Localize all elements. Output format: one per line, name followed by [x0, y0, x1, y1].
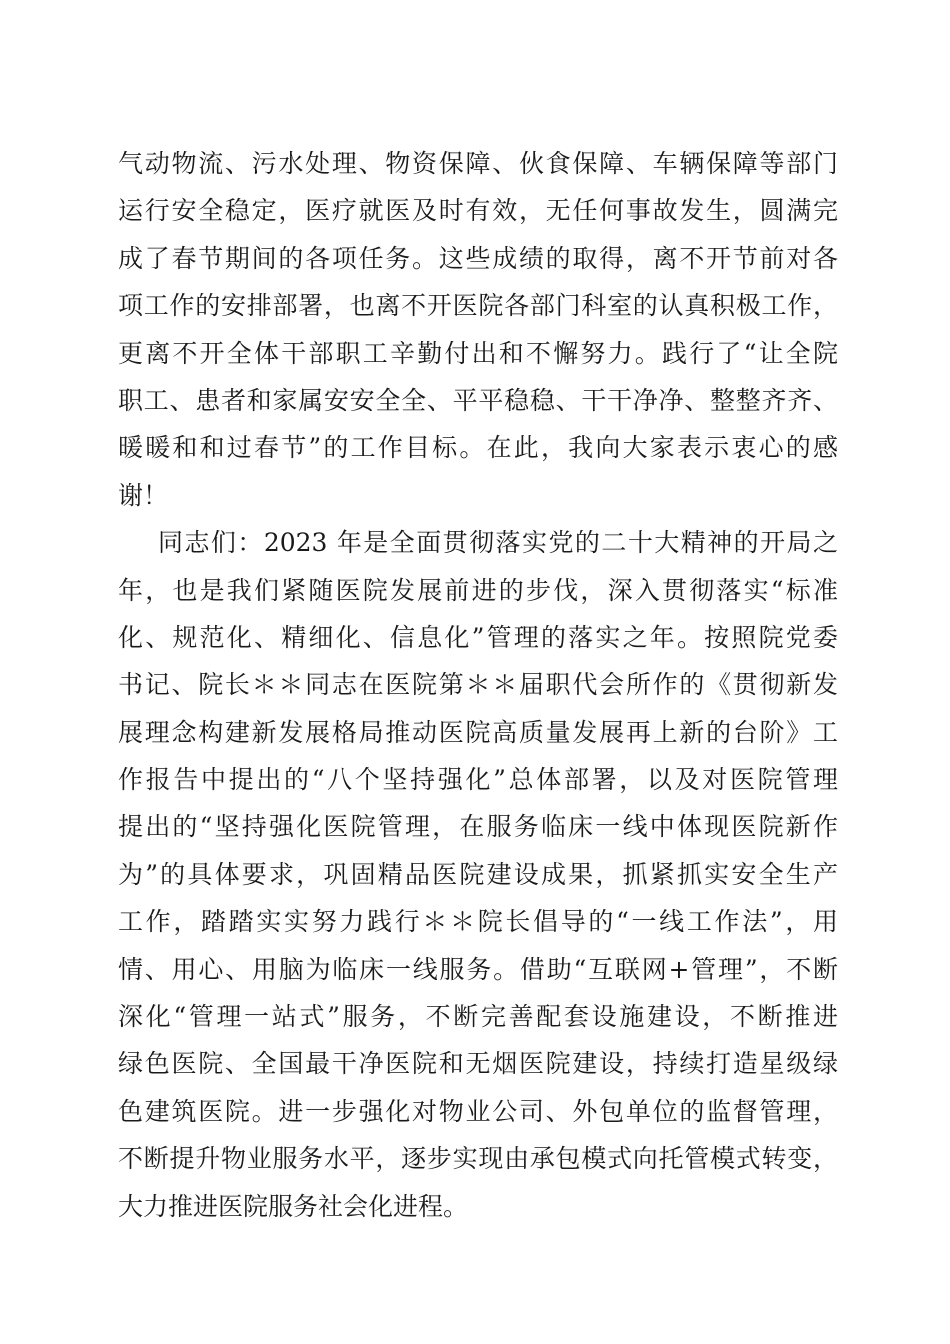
- text-line: 工作，踏踏实实努力践行＊＊院长倡导的“一线工作法”，用: [118, 907, 838, 937]
- text-line: 年，也是我们紧随医院发展前进的步伐，深入贯彻落实“标准: [118, 575, 838, 605]
- text-line: 气动物流、污水处理、物资保障、伙食保障、车辆保障等部门: [118, 149, 838, 178]
- text-line: 为”的具体要求，巩固精品医院建设成果，抓紧抓实安全生产: [118, 859, 838, 889]
- text-line: 谢！: [118, 480, 169, 510]
- paragraph-2: [118, 519, 838, 1230]
- paragraph-1: [118, 140, 838, 519]
- text-line: 书记、院长＊＊同志在医院第＊＊届职代会所作的《贯彻新发: [118, 670, 838, 700]
- text-line: 情、用心、用脑为临床一线服务。借助“互联网+管理”，不断: [118, 954, 838, 984]
- text-line: 成了春节期间的各项任务。这些成绩的取得，离不开节前对各: [118, 243, 838, 273]
- text-line: 提出的“坚持强化医院管理，在服务临床一线中体现医院新作: [118, 812, 838, 842]
- text-line: 绿色医院、全国最干净医院和无烟医院建设，持续打造星级绿: [118, 1049, 838, 1079]
- text-line: 项工作的安排部署，也离不开医院各部门科室的认真积极工作，: [118, 291, 838, 321]
- text-line: 不断提升物业服务水平，逐步实现由承包模式向托管模式转变，: [118, 1144, 838, 1174]
- text-line: 职工、患者和家属安安全全、平平稳稳、干干净净、整整齐齐、: [118, 385, 838, 415]
- text-line: 更离不开全体干部职工辛勤付出和不懈努力。践行了“让全院: [118, 338, 838, 368]
- text-line: 展理念构建新发展格局推动医院高质量发展再上新的台阶》工: [118, 717, 838, 747]
- text-line: 同志们：2023 年是全面贯彻落实党的二十大精神的开局之: [158, 528, 838, 558]
- document-body: [118, 140, 838, 1230]
- text-line: 大力推进医院服务社会化进程。: [118, 1191, 469, 1221]
- text-line: 运行安全稳定，医疗就医及时有效，无任何事故发生，圆满完: [118, 196, 838, 226]
- text-line: 色建筑医院。进一步强化对物业公司、外包单位的监督管理，: [118, 1096, 838, 1126]
- text-line: 暖暖和和过春节”的工作目标。在此，我向大家表示衷心的感: [118, 433, 838, 463]
- text-line: 化、规范化、精细化、信息化”管理的落实之年。按照院党委: [118, 622, 838, 652]
- text-line: 作报告中提出的“八个坚持强化”总体部署，以及对医院管理: [118, 765, 838, 795]
- text-line: 深化“管理一站式”服务，不断完善配套设施建设，不断推进: [118, 1002, 838, 1032]
